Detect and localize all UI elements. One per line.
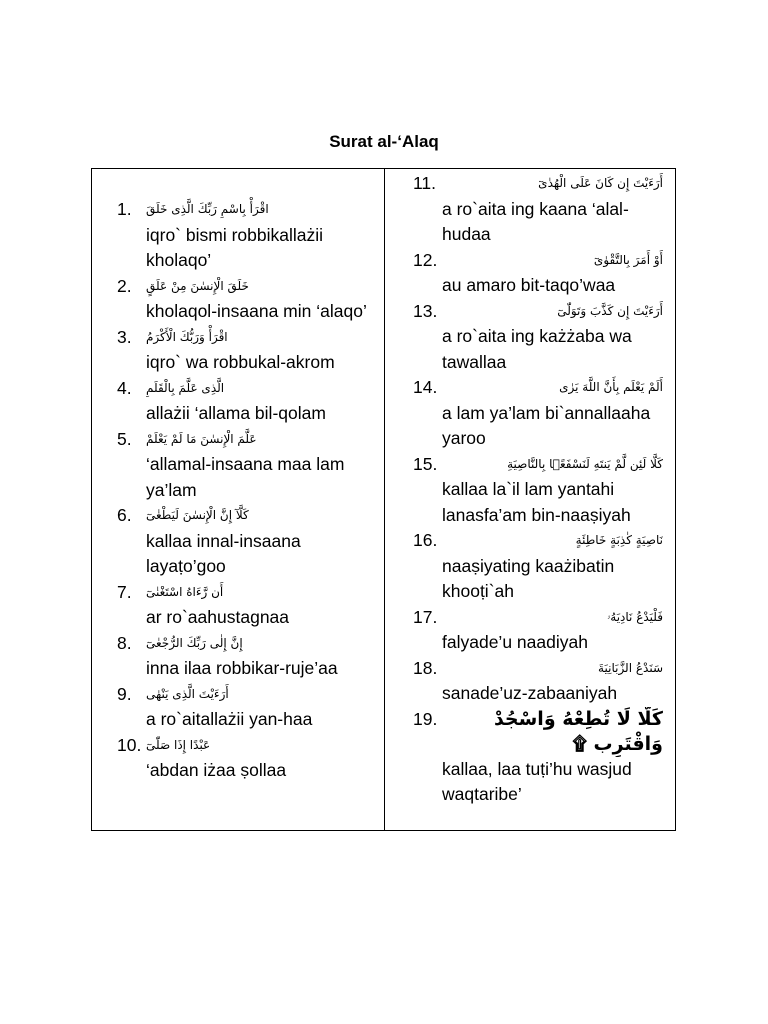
verse-number: 6. xyxy=(117,505,132,525)
transliteration-text: ‘abdan iżaa ṣollaa xyxy=(146,760,287,780)
arabic-text: سَنَدْعُ الزَّبَانِيَةَ xyxy=(598,660,663,675)
verse-number: 17. xyxy=(413,606,438,627)
transliteration-text: inna ilaa robbikar-ruje’aa xyxy=(146,658,338,678)
right-column xyxy=(413,171,663,808)
verse-5 xyxy=(117,427,379,504)
verse-number: 16. xyxy=(413,530,438,550)
arabic-text: خَلَقَ الْإِنسٰنَ مِنْ عَلَقٍ xyxy=(146,278,249,293)
verse-number: 18. xyxy=(413,657,438,678)
left-column xyxy=(117,197,379,784)
verse-12 xyxy=(413,248,663,299)
transliteration-text: kallaa, laa tuṭi’hu wasjud waqtaribe’ xyxy=(442,758,632,804)
verse-number: 19. xyxy=(413,708,438,729)
transliteration-text: a lam ya’lam bi`annallaaha yaroo xyxy=(442,402,651,448)
transliteration-text: iqro` wa robbukal-akrom xyxy=(146,352,335,372)
arabic-text: أَرَءَيْتَ إِن كَذَّبَ وَتَوَلّٰىٓ xyxy=(557,303,663,318)
verse-9 xyxy=(117,682,379,733)
page-title: Surat al-‘Alaq xyxy=(329,132,439,151)
arabic-text: أَرَءَيْتَ إِن كَانَ عَلَى الْهُدٰىٓ xyxy=(538,176,663,190)
verse-number: 15. xyxy=(413,453,438,474)
verse-4 xyxy=(117,376,379,427)
verse-10 xyxy=(117,733,379,784)
verse-16 xyxy=(413,528,663,605)
arabic-text: كَلَّآ إِنَّ الْإِنسٰنَ لَيَطْغٰىٓ xyxy=(146,508,249,522)
verse-7 xyxy=(117,580,379,631)
arabic-text: فَلْيَدْعُ نَادِيَهُۥ xyxy=(607,609,663,624)
arabic-text: اقْرَأْ بِاسْمِ رَبِّكَ الَّذِى خَلَقَ xyxy=(146,202,269,216)
arabic-text: أَن رَّءَاهُ اسْتَغْنٰىٓ xyxy=(146,584,224,599)
verse-2 xyxy=(117,274,379,325)
transliteration-text: a ro`aita ing kaana ‘alal-hudaa xyxy=(442,198,629,244)
transliteration-text: a ro`aitallażii yan-haa xyxy=(146,709,313,729)
arabic-text: إِنَّ إِلٰى رَبِّكَ الرُّجْعٰىٓ xyxy=(146,635,243,650)
transliteration-text: ar ro`aahustagnaa xyxy=(146,607,290,627)
arabic-text: عَلَّمَ الْإِنسٰنَ مَا لَمْ يَعْلَمْ xyxy=(146,431,257,446)
verse-number: 8. xyxy=(117,632,132,653)
transliteration-text: ‘allamal-insaana maa lam ya’lam xyxy=(146,454,345,500)
verse-number: 5. xyxy=(117,428,132,449)
verse-8 xyxy=(117,631,379,682)
transliteration-text: naaṣiyating kaażibatin khooṭi`ah xyxy=(442,555,615,601)
verse-14 xyxy=(413,375,663,452)
verse-13 xyxy=(413,299,663,376)
verse-18 xyxy=(413,656,663,707)
arabic-text: نَاصِيَةٍ كٰذِبَةٍ خَاطِئَةٍ xyxy=(575,533,663,547)
verse-number: 7. xyxy=(117,581,132,602)
verse-number: 4. xyxy=(117,377,132,398)
transliteration-text: kholaqol-insaana min ‘alaqo’ xyxy=(146,301,367,321)
verse-table xyxy=(91,168,676,831)
arabic-text: أَلَمْ يَعْلَم بِأَنَّ اللَّهَ يَرٰى xyxy=(559,380,663,394)
transliteration-text: sanade’uz-zabaaniyah xyxy=(442,683,618,703)
transliteration-text: iqro` bismi robbikallażii kholaqo’ xyxy=(146,224,323,270)
transliteration-text: a ro`aita ing każżaba wa tawallaa xyxy=(442,326,632,372)
verse-number: 11. xyxy=(413,173,437,193)
arabic-text: اقْرَأْ وَرَبُّكَ الْأَكْرَمُ xyxy=(146,329,228,344)
verse-1 xyxy=(117,197,379,274)
arabic-text: الَّذِى عَلَّمَ بِالْقَلَمِ xyxy=(146,380,225,395)
transliteration-text: kallaa la`il lam yantahi lanasfa’am bin-naaṣiyah xyxy=(442,479,631,525)
verse-15 xyxy=(413,452,663,529)
transliteration-text: allażii ‘allama bil-qolam xyxy=(146,403,326,423)
arabic-text: أَوْ أَمَرَ بِالتَّقْوٰىٓ xyxy=(593,252,663,267)
verse-3 xyxy=(117,325,379,376)
verse-19 xyxy=(413,707,663,808)
verse-number: 9. xyxy=(117,683,132,704)
verse-number: 12. xyxy=(413,249,438,270)
arabic-text: كَلَّا لَا تُطِعْهُ وَاسْجُدْ وَاقْتَرِب ۩ xyxy=(493,707,663,755)
verse-number: 13. xyxy=(413,300,438,321)
verse-number: 3. xyxy=(117,326,132,347)
transliteration-text: kallaa innal-insaana layaṭo’goo xyxy=(146,530,301,576)
transliteration-text: au amaro bit-taqo’waa xyxy=(442,275,616,295)
transliteration-text: falyade’u naadiyah xyxy=(442,632,588,652)
column-divider xyxy=(384,169,385,830)
arabic-text: أَرَءَيْتَ الَّذِى يَنْهٰى xyxy=(146,686,229,701)
verse-number: 10. xyxy=(117,734,142,755)
verse-number: 2. xyxy=(117,275,132,296)
verse-number: 1. xyxy=(117,199,132,219)
arabic-text: عَبْدًا إِذَا صَلّٰىٓ xyxy=(146,737,211,752)
arabic-text: كَلَّا لَئِن لَّمْ يَنتَهِ لَنَسْفَعًۢا بِالنَّاصِيَةِ xyxy=(507,456,663,471)
verse-6 xyxy=(117,503,379,580)
verse-17 xyxy=(413,605,663,656)
verse-11 xyxy=(413,171,663,248)
verse-number: 14. xyxy=(413,377,438,397)
